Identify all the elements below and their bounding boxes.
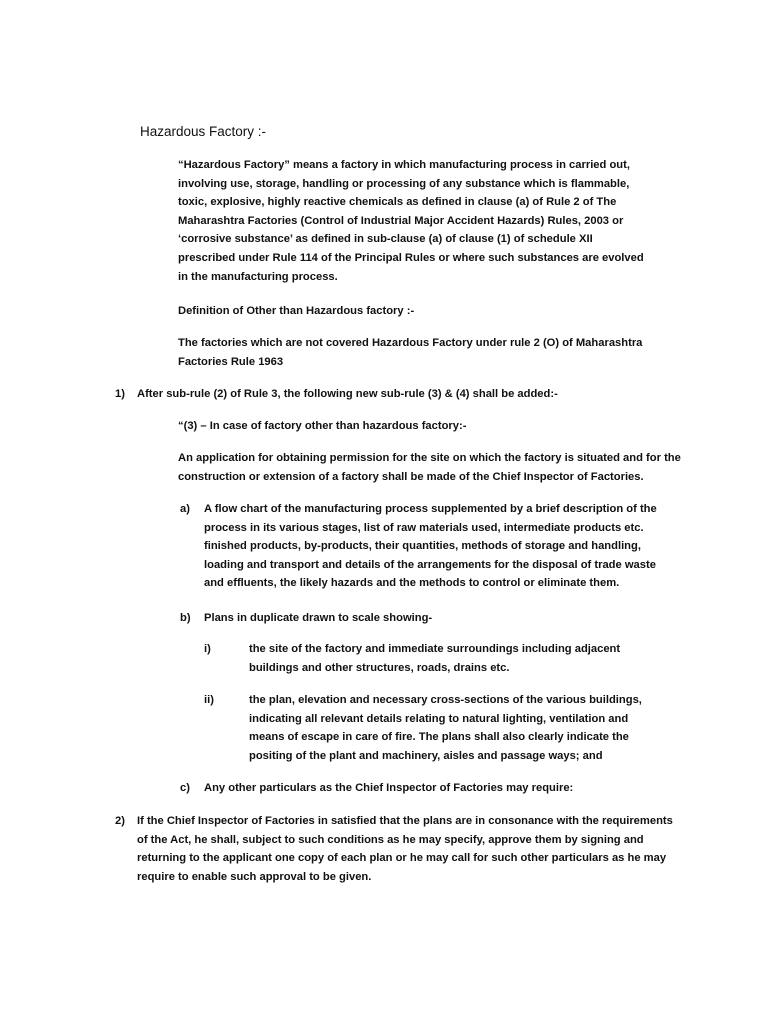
item-1-sub-heading: “(3) – In case of factory other than hazardous factory:- <box>178 420 467 432</box>
subsubitem-i-label: i) <box>204 643 211 655</box>
item-1-application: An application for obtaining permission for the site on which the factory is situated and for the construction or extension of a factory shall be made of the Chief Inspector of Factories. <box>178 452 681 483</box>
subitem-c-text: Any other particulars as the Chief Inspector of Factories may require: <box>204 782 574 794</box>
subitem-b-label: b) <box>180 612 191 624</box>
item-1-number: 1) <box>115 388 125 400</box>
page-title: Hazardous Factory :- <box>140 124 267 139</box>
subitem-a-label: a) <box>180 503 190 515</box>
subitem-b-text: Plans in duplicate drawn to scale showing- <box>204 612 433 624</box>
subsubitem-ii-label: ii) <box>204 694 214 706</box>
subitem-c-label: c) <box>180 782 190 794</box>
subitem-a-text: A flow chart of the manufacturing process supplemented by a brief description of the process in its various stages, list of raw materials used, intermediate products etc. finished products, by-products, their quantities, methods of storage and handling, loading and transport and details of the arrangements for the disposal of trade waste and effluents, the likely hazards and the methods to control or eliminate them. <box>204 503 657 590</box>
subsubitem-ii-text: the plan, elevation and necessary cross-sections of the various buildings, indicating all relevant details relating to natural lighting, ventilation and means of escape in care of fire. The plans shall also clearly indicate the positing of the plant and machinery, aisles and passage ways; and <box>249 694 642 762</box>
item-2-number: 2) <box>115 815 125 827</box>
other-definition-text: The factories which are not covered Hazardous Factory under rule 2 (O) of Maharashtra Factories Rule 1963 <box>178 337 643 368</box>
item-1-text: After sub-rule (2) of Rule 3, the following new sub-rule (3) & (4) shall be added:- <box>137 388 558 400</box>
item-2-text: If the Chief Inspector of Factories in satisfied that the plans are in consonance with the requirements of the Act, he shall, subject to such conditions as he may specify, approve them by signing and returning to the applicant one copy of each plan or he may call for such other particulars as he may require to enable such approval to be given. <box>137 815 673 883</box>
other-definition-heading: Definition of Other than Hazardous factory :- <box>178 305 415 317</box>
subsubitem-i-text: the site of the factory and immediate surroundings including adjacent buildings and other structures, roads, drains etc. <box>249 643 621 674</box>
hazardous-factory-definition: “Hazardous Factory” means a factory in which manufacturing process in carried out, involving use, storage, handling or processing of any substance which is flammable, toxic, explosive, highly reactive chemicals as defined in clause (a) of Rule 2 of The Maharashtra Factories (Control of Industrial Major Accident Hazards) Rules, 2003 or ‘corrosive substance’ as defined in sub-clause (a) of clause (1) of schedule XII prescribed under Rule 114 of the Principal Rules or where such substances are evolved in the manufacturing process. <box>178 159 644 283</box>
